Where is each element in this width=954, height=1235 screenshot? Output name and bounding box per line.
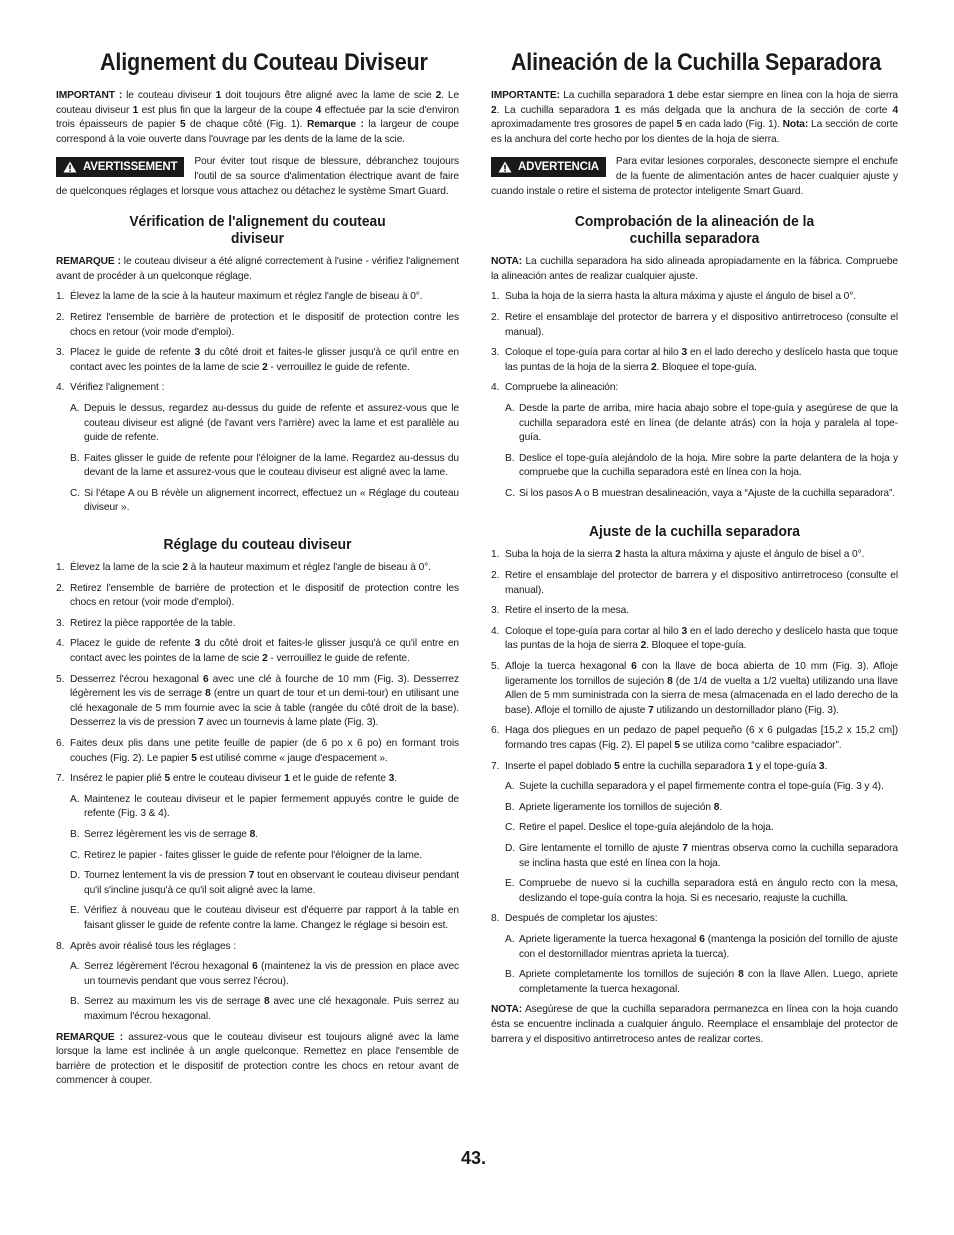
- step-number: 6.: [491, 725, 500, 737]
- spanish-title: Alineación de la Cuchilla Separadora: [511, 49, 882, 76]
- step-text: Serrez légèrement les vis de serrage 8.: [84, 828, 258, 840]
- step-text: Retire el ensamblaje del protector de barrera y el dispositivo antirretroceso (consulte el manual).: [505, 311, 898, 338]
- spanish-check-note: NOTA: La cuchilla separadora ha sido alineada apropiadamente en la fábrica. Compruebe la alineación antes de realizar cualquier ajuste.: [491, 256, 898, 282]
- step-text: Élevez la lame de la scie 2 à la hauteur maximum et réglez l'angle de biseau à 0°.: [70, 562, 431, 574]
- sub-step: [505, 877, 898, 906]
- step-number: 4.: [56, 382, 65, 394]
- step-number: 3.: [56, 347, 65, 359]
- step-text: Faites deux plis dans une petite feuille de papier (de 6 po x 6 po) en formant trois couches (Fig. 2). Le papier 5 est utilisé comme « jauge d'espacement ».: [70, 738, 459, 764]
- step-number: C.: [70, 849, 80, 861]
- step-text: Después de completar los ajustes:: [505, 913, 658, 925]
- sub-step: [505, 801, 898, 816]
- step: [56, 381, 459, 516]
- step-text: Retirez le papier - faites glisser le guide de refente pour l'éloigner de la lame.: [84, 849, 423, 861]
- french-warning-badge: [56, 157, 184, 177]
- spanish-adjust-steps: [491, 548, 898, 997]
- step-text: Retirez la pièce rapportée de la table.: [70, 617, 236, 629]
- french-adjust-steps: [56, 561, 459, 1024]
- french-check-steps: [56, 290, 459, 516]
- step: [491, 912, 898, 997]
- sub-step: [70, 402, 459, 446]
- step-text: Apriete ligeramente la tuerca hexagonal 6 (mantenga la posición del tornillo de ajuste con el destornillador mientras aprieta la tuerca).: [519, 933, 898, 960]
- step-number: 4.: [491, 382, 500, 394]
- spanish-important-paragraph: IMPORTANTE: La cuchilla separadora 1 debe estar siempre en línea con la hoja de sierra 2. La cuchilla separadora 1 es más delgada que la anchura de la sección de corte 4 aproximadamente tres grosores de papel 5 en cada lado (Fig. 1). Nota: La sección de corte es la anchura del corte hecho por los dientes de la hoja de sierra.: [491, 90, 899, 145]
- french-important-paragraph: IMPORTANT : le couteau diviseur 1 doit toujours être aligné avec la lame de scie 2. Le couteau diviseur 1 est plus fin que la largeur de la coupe 4 effectuée par la scie d'environ trois épaisseurs de papier 5 de chaque côté (Fig. 1). Remarque : la largeur de coupe correspond à la voie ouverte dans l'ouvrage par les dents de la lame de la scie.: [56, 90, 460, 145]
- step: [491, 625, 898, 654]
- step-number: 2.: [491, 570, 500, 582]
- step: [56, 311, 459, 340]
- step-number: A.: [70, 961, 80, 973]
- sub-steps: [505, 780, 898, 906]
- sub-step: [70, 452, 459, 481]
- step-text: Faites glisser le guide de refente pour l'éloigner de la lame. Regardez au-dessus du devant de la lame et assurez-vous que le couteau diviseur est aligné avec la lame.: [84, 452, 459, 479]
- step: [491, 548, 898, 563]
- spanish-check-steps: [491, 290, 898, 501]
- sub-steps: [70, 793, 459, 934]
- step-number: D.: [505, 842, 515, 854]
- step: [56, 617, 459, 632]
- step-text: Desserrez l'écrou hexagonal 6 avec une clé à fourche de 10 mm (Fig. 3). Desserrez légèrement les vis de serrage 8 (entre un quart de tour et un demi-tour) en utilisant une clé hexagonale de 5 mm fournie avec la scie à table (rangée du côté droit de la base). Desserrez la vis de pression 7 avec un tournevis à lame plate (Fig. 3).: [70, 673, 459, 729]
- step-text: Apriete ligeramente los tornillos de sujeción 8.: [519, 801, 723, 813]
- french-warning-text: Pour éviter tout risque de blessure, débranchez toujours l'outil de sa source d'alimentation électrique avant de faire de quelconques réglages et lorsque vous attachez ou détachez le système Smart Guard.: [56, 156, 459, 197]
- step-number: 5.: [56, 673, 65, 685]
- step: [56, 290, 459, 305]
- spanish-check-heading: Comprobación de la alineación de la cuchilla separadora: [574, 213, 815, 248]
- step-text: Placez le guide de refente 3 du côté droit et faites-le glisser jusqu'à ce qu'il entre en contact avec les pointes de la lame de scie 2 - verrouillez le guide de refente.: [70, 638, 459, 665]
- sub-step: [505, 933, 898, 962]
- step-text: Suba la hoja de la sierra 2 hasta la altura máxima y ajuste el ángulo de bisel a 0°.: [505, 549, 865, 561]
- step: [56, 673, 459, 731]
- warning-triangle-icon: [498, 161, 512, 173]
- sub-step: [70, 869, 459, 898]
- spanish-warning-block: [491, 155, 898, 199]
- sub-steps: [70, 960, 459, 1024]
- spanish-adjust-heading: Ajuste de la cuchilla separadora: [589, 523, 800, 541]
- step-text: Serrez légèrement l'écrou hexagonal 6 (maintenez la vis de pression en place avec un tournevis pendant que vous serrez l'écrou).: [84, 961, 460, 987]
- step-number: 8.: [56, 940, 65, 952]
- step-number: B.: [505, 801, 515, 813]
- step-number: 3.: [56, 617, 65, 629]
- step: [491, 760, 898, 907]
- step-text: Compruebe la alineación:: [505, 382, 619, 394]
- sub-step: [70, 960, 459, 989]
- warning-triangle-icon: [63, 161, 77, 173]
- step-text: Deslice el tope-guía alejándolo de la hoja. Mire sobre la parte delantera de la hoja y compruebe que la cuchilla separadora esté en línea con la hoja.: [519, 452, 898, 479]
- french-column: [56, 48, 459, 1095]
- step-number: B.: [505, 969, 515, 981]
- french-check-note: REMARQUE : le couteau diviseur a été aligné correctement à l'usine - vérifiez l'alignement avant de procéder à un quelconque réglage.: [56, 256, 459, 282]
- step-text: Maintenez le couteau diviseur et le papier fermement appuyés contre le guide de refente (Fig. 3 & 4).: [84, 793, 459, 820]
- step-number: 4.: [491, 625, 500, 637]
- sub-step: [505, 842, 898, 871]
- step-text: Retire el inserto de la mesa.: [505, 605, 629, 617]
- step-number: B.: [70, 828, 80, 840]
- step-number: E.: [505, 878, 515, 890]
- step-number: A.: [505, 402, 515, 414]
- step-text: Haga dos pliegues en un pedazo de papel pequeño (6 x 6 pulgadas [15,2 x 15,2 cm]) formando tres capas (Fig. 2). El papel 5 se utiliza como “calibre espaciador”.: [505, 725, 898, 751]
- step: [491, 569, 898, 598]
- french-warning-label: AVERTISSEMENT: [83, 161, 178, 174]
- step: [491, 346, 898, 375]
- step-text: Sujete la cuchilla separadora y el papel firmemente contra el tope-guía (Fig. 3 y 4).: [519, 781, 884, 793]
- spanish-warning-label: ADVERTENCIA: [518, 161, 599, 174]
- french-adjust-heading: Réglage du couteau diviseur: [163, 536, 352, 554]
- step-text: Élevez la lame de la scie à la hauteur maximum et réglez l'angle de biseau à 0°.: [70, 291, 423, 303]
- step-number: 3.: [491, 347, 500, 359]
- step: [491, 290, 898, 305]
- step: [491, 604, 898, 619]
- step-text: Inserte el papel doblado 5 entre la cuchilla separadora 1 y el tope-guía 3.: [505, 760, 828, 772]
- sub-step: [505, 780, 898, 795]
- step-number: 4.: [56, 638, 65, 650]
- step-number: 2.: [491, 311, 500, 323]
- sub-step: [505, 821, 898, 836]
- step-text: Apriete completamente los tornillos de sujeción 8 con la llave Allen. Luego, apriete completamente la tuerca hexagonal.: [519, 969, 898, 995]
- step-text: Gire lentamente el tornillo de ajuste 7 mientras observa como la cuchilla separadora se inclina hasta que esté en línea con la hoja.: [519, 842, 898, 869]
- step-text: Retire el ensamblaje del protector de barrera y el dispositivo antirretroceso (consulte el manual).: [505, 570, 898, 596]
- spanish-warning-text: Para evitar lesiones corporales, desconecte siempre el enchufe de la fuente de alimentación antes de hacer cualquier ajuste y cuando instale o retire el sistema de protector inteligente Smart Guard.: [491, 156, 898, 197]
- step-text: Depuis le dessus, regardez au-dessus du guide de refente et assurez-vous que le couteau diviseur est aligné (de l'avant vers l'arrière) avec la lame et est parallèle au guide de refente.: [84, 402, 459, 444]
- sub-step: [505, 487, 898, 502]
- step-text: Afloje la tuerca hexagonal 6 con la llave de boca abierta de 10 mm (Fig. 3). Afloje ligeramente los tornillos de sujeción 8 (de 1/4 de vuelta a 1/2 vuelta) utilizando una llave Allen de 5 mm suministrada con la sierra de mesa (almacenada en el lado derecho de la base). Afloje el tornillo de ajuste 7 utilizando un destornillador plano (Fig. 3).: [505, 661, 898, 716]
- page-number: 43.: [461, 1148, 487, 1168]
- step-number: C.: [505, 822, 515, 834]
- step-text: Desde la parte de arriba, mire hacia abajo sobre el tope-guía y asegúrese de que la cuchilla separadora esté en línea (de delante atrás) con la hoja y paralela al tope-guía.: [519, 402, 898, 444]
- step-number: E.: [70, 905, 80, 917]
- step-number: C.: [505, 487, 515, 499]
- step-text: Serrez au maximum les vis de serrage 8 avec une clé hexagonale. Puis serrez au maximum l'écrou hexagonal.: [84, 996, 459, 1022]
- step-number: 1.: [56, 291, 65, 303]
- step-number: B.: [70, 996, 80, 1008]
- step-number: 7.: [56, 773, 65, 785]
- step-number: 8.: [491, 913, 500, 925]
- sub-step: [70, 995, 459, 1024]
- step: [491, 724, 898, 753]
- step-text: Compruebe de nuevo si la cuchilla separadora está en ángulo recto con la mesa, deslizando el tope-guía contra la hoja. Si es necesario, reajuste la cuchilla.: [519, 878, 898, 904]
- step-text: Retirez l'ensemble de barrière de protection et le dispositif de protection contre les chocs en retour (voir mode d'emploi).: [70, 582, 459, 609]
- sub-step: [70, 828, 459, 843]
- step-number: D.: [70, 870, 80, 882]
- step-text: Coloque el tope-guía para cortar al hilo 3 en el lado derecho y deslícelo hasta que toque las puntas de la hoja de la sierra 2. Bloquee el tope-guía.: [505, 347, 899, 373]
- step: [56, 561, 459, 576]
- step-number: 2.: [56, 311, 65, 323]
- step: [491, 660, 898, 718]
- step: [56, 737, 459, 766]
- step-number: A.: [70, 402, 80, 414]
- step-number: A.: [505, 933, 515, 945]
- spanish-column: [491, 48, 898, 1053]
- sub-steps: [70, 402, 459, 516]
- step-text: Si los pasos A o B muestran desalineación, vaya a “Ajuste de la cuchilla separadora”.: [519, 487, 896, 499]
- sub-steps: [505, 933, 898, 997]
- sub-step: [70, 793, 459, 822]
- step-number: B.: [505, 452, 515, 464]
- sub-step: [70, 487, 459, 516]
- french-title: Alignement du Couteau Diviseur: [100, 49, 428, 76]
- step: [56, 346, 459, 375]
- step-number: A.: [505, 781, 515, 793]
- step: [56, 772, 459, 933]
- step-number: B.: [70, 452, 80, 464]
- step-text: Placez le guide de refente 3 du côté droit et faites-le glisser jusqu'à ce qu'il entre en contact avec les pointes de la lame de scie 2 - verrouillez le guide de refente.: [70, 347, 459, 373]
- spanish-final-note: NOTA: Asegúrese de que la cuchilla separadora permanezca en línea con la hoja cuando ésta se encuentre inclinada a cualquier ángulo. Reemplace el ensamblaje del protector de barrera y el dispositivo antirretroceso antes de realizar cortes.: [491, 1004, 898, 1045]
- step-text: Si l'étape A ou B révèle un alignement incorrect, effectuez un « Réglage du couteau diviseur ».: [84, 487, 459, 514]
- step-text: Insérez le papier plié 5 entre le couteau diviseur 1 et le guide de refente 3.: [70, 773, 397, 785]
- step-number: 6.: [56, 738, 65, 749]
- spanish-warning-badge: [491, 157, 606, 177]
- step-number: A.: [70, 793, 80, 805]
- step-number: 2.: [56, 582, 65, 594]
- step-text: Retirez l'ensemble de barrière de protection et le dispositif de protection contre les chocs en retour (voir mode d'emploi).: [70, 311, 459, 338]
- step-text: Tournez lentement la vis de pression 7 tout en observant le couteau diviseur pendant qu'il s'incline jusqu'à ce qu'il soit aligné avec la lame.: [84, 870, 460, 896]
- step-number: 1.: [491, 291, 500, 303]
- step: [491, 311, 898, 340]
- step-text: Vérifiez à nouveau que le couteau diviseur est d'équerre par rapport à la table en faisant glisser le guide de refente contre la lame. Changez le réglage si besoin est.: [84, 905, 459, 931]
- step-text: Retire el papel. Deslice el tope-guía alejándolo de la hoja.: [519, 822, 774, 834]
- sub-steps: [505, 402, 898, 502]
- step-number: 7.: [491, 760, 500, 772]
- step-text: Vérifiez l'alignement :: [70, 382, 165, 394]
- sub-step: [505, 968, 898, 997]
- french-warning-block: [56, 155, 459, 199]
- step: [56, 637, 459, 666]
- french-check-heading: Vérification de l'alignement du couteau diviseur: [129, 213, 386, 248]
- step: [491, 381, 898, 501]
- step-number: 5.: [491, 661, 500, 673]
- step: [56, 582, 459, 611]
- sub-step: [505, 402, 898, 446]
- sub-step: [70, 849, 459, 864]
- step-number: 1.: [56, 562, 65, 574]
- step-number: 3.: [491, 605, 500, 617]
- step: [56, 940, 459, 1025]
- sub-step: [70, 904, 459, 933]
- french-final-note: REMARQUE : assurez-vous que le couteau diviseur est toujours aligné avec la lame lorsque la lame est inclinée à un angle quelconque. Remettez en place l'ensemble de barrière de protection et le dispositif de protection contre les chocs en retour avant de commencer à couper.: [56, 1031, 459, 1087]
- sub-step: [505, 452, 898, 481]
- step-number: 1.: [491, 549, 500, 561]
- step-text: Suba la hoja de la sierra hasta la altura máxima y ajuste el ángulo de bisel a 0°.: [505, 291, 856, 303]
- step-text: Coloque el tope-guía para cortar al hilo 3 en el lado derecho y deslícelo hasta que toque las puntas de la hoja de sierra 2. Bloquee el tope-guía.: [505, 625, 899, 652]
- step-number: C.: [70, 487, 80, 499]
- step-text: Après avoir réalisé tous les réglages :: [70, 940, 236, 952]
